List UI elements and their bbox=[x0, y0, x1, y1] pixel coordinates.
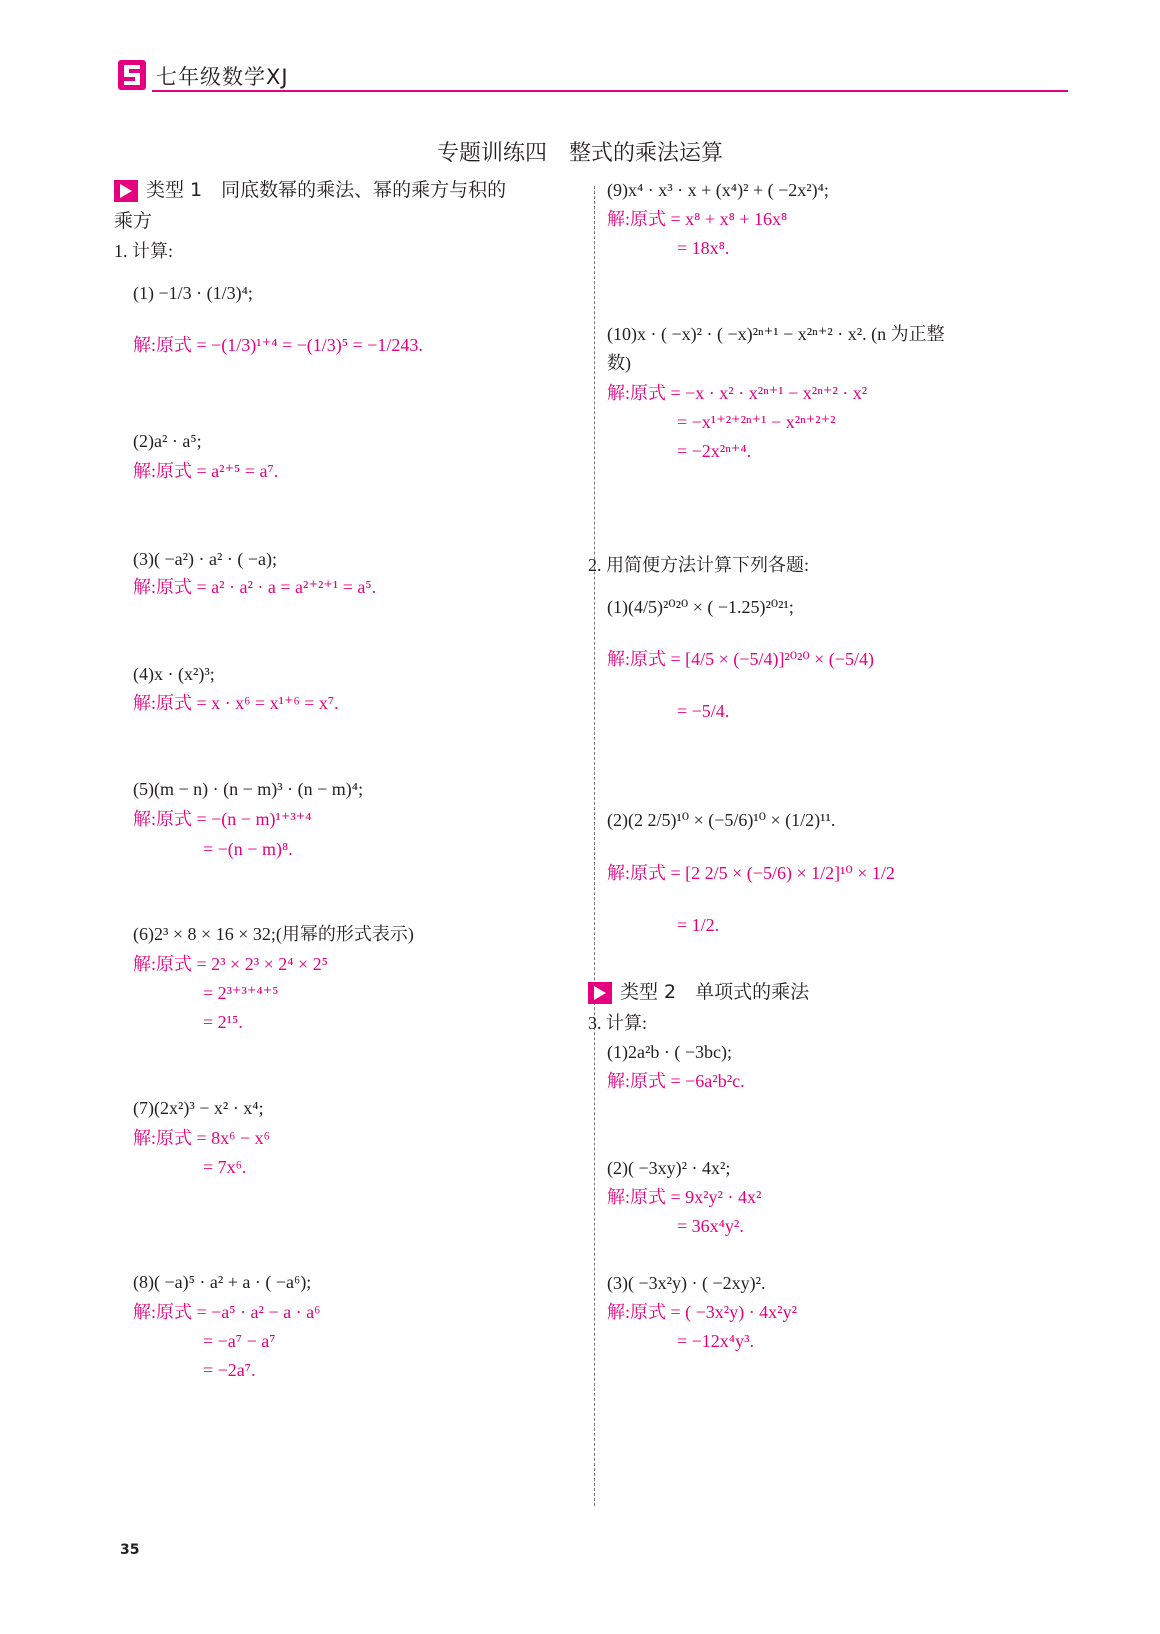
column-divider bbox=[594, 186, 595, 1506]
answer-3-2-line2: = 36x⁴y². bbox=[677, 1216, 744, 1236]
answer-1-1: 解:原式 = −(1/3)¹⁺⁴ = −(1/3)⁵ = −1/243. bbox=[133, 335, 423, 355]
problem-3-3: (3)( −3x²y) · ( −2xy)². bbox=[607, 1273, 766, 1293]
answer-1-7-line2: = 7x⁶. bbox=[203, 1157, 247, 1177]
problem-1-10-cont: 数) bbox=[607, 353, 631, 373]
problem-1-7: (7)(2x²)³ − x² · x⁴; bbox=[133, 1098, 264, 1118]
answer-2-2-line2: = 1/2. bbox=[677, 915, 720, 935]
type1-marker-icon bbox=[114, 180, 138, 202]
answer-1-10-line1: 解:原式 = −x · x² · x²ⁿ⁺¹ − x²ⁿ⁺² · x² bbox=[607, 383, 868, 403]
problem-1-2: (2)a² · a⁵; bbox=[133, 431, 202, 451]
type2-marker-icon bbox=[588, 982, 612, 1004]
question-1-label: 1. 计算: bbox=[114, 241, 174, 261]
answer-1-8-line1: 解:原式 = −a⁵ · a² − a · a⁶ bbox=[133, 1302, 321, 1322]
answer-3-1: 解:原式 = −6a²b²c. bbox=[607, 1071, 745, 1091]
answer-1-3: 解:原式 = a² · a² · a = a²⁺²⁺¹ = a⁵. bbox=[133, 577, 377, 597]
answer-1-6-line2: = 2³⁺³⁺⁴⁺⁵ bbox=[203, 983, 279, 1003]
answer-1-5-line2: = −(n − m)⁸. bbox=[203, 839, 293, 859]
problem-1-6: (6)2³ × 8 × 16 × 32;(用幂的形式表示) bbox=[133, 924, 414, 944]
problem-1-8: (8)( −a)⁵ · a² + a · ( −a⁶); bbox=[133, 1272, 312, 1292]
type2-heading: 类型 2 单项式的乘法 bbox=[620, 981, 810, 1003]
answer-1-4: 解:原式 = x · x⁶ = x¹⁺⁶ = x⁷. bbox=[133, 693, 339, 713]
problem-1-9: (9)x⁴ · x³ · x + (x⁴)² + ( −2x²)⁴; bbox=[607, 180, 829, 200]
type1-heading: 类型 1 同底数幂的乘法、幂的乘方与积的 bbox=[146, 179, 507, 201]
problem-3-1: (1)2a²b · ( −3bc); bbox=[607, 1042, 732, 1062]
answer-1-8-line3: = −2a⁷. bbox=[203, 1360, 256, 1380]
problem-1-10: (10)x · ( −x)² · ( −x)²ⁿ⁺¹ − x²ⁿ⁺² · x². (n 为正整 bbox=[607, 324, 945, 344]
answer-1-6-line1: 解:原式 = 2³ × 2³ × 2⁴ × 2⁵ bbox=[133, 954, 328, 974]
answer-1-8-line2: = −a⁷ − a⁷ bbox=[203, 1331, 276, 1351]
answer-1-7-line1: 解:原式 = 8x⁶ − x⁶ bbox=[133, 1128, 270, 1148]
problem-2-2: (2)(2 2/5)¹⁰ × (−5/6)¹⁰ × (1/2)¹¹. bbox=[607, 810, 836, 830]
answer-2-1-line1: 解:原式 = [4/5 × (−5/4)]²⁰²⁰ × (−5/4) bbox=[607, 649, 874, 669]
answer-3-3-line1: 解:原式 = ( −3x²y) · 4x²y² bbox=[607, 1302, 797, 1322]
header-rule bbox=[152, 90, 1068, 92]
answer-2-2-line1: 解:原式 = [2 2/5 × (−5/6) × 1/2]¹⁰ × 1/2 bbox=[607, 863, 895, 883]
problem-1-1: (1) −1/3 · (1/3)⁴; bbox=[133, 283, 253, 303]
book-title: 七年级数学XJ bbox=[156, 65, 289, 89]
question-3-label: 3. 计算: bbox=[588, 1013, 648, 1033]
answer-1-6-line3: = 2¹⁵. bbox=[203, 1012, 243, 1032]
problem-2-1: (1)(4/5)²⁰²⁰ × ( −1.25)²⁰²¹; bbox=[607, 597, 794, 617]
answer-3-2-line1: 解:原式 = 9x²y² · 4x² bbox=[607, 1187, 762, 1207]
problem-3-2: (2)( −3xy)² · 4x²; bbox=[607, 1158, 731, 1178]
answer-1-10-line2: = −x¹⁺²⁺²ⁿ⁺¹ − x²ⁿ⁺²⁺² bbox=[677, 412, 836, 432]
publisher-logo-icon bbox=[118, 60, 146, 90]
answer-1-10-line3: = −2x²ⁿ⁺⁴. bbox=[677, 441, 752, 461]
question-2-label: 2. 用简便方法计算下列各题: bbox=[588, 555, 809, 575]
problem-1-5: (5)(m − n) · (n − m)³ · (n − m)⁴; bbox=[133, 779, 364, 799]
answer-1-2: 解:原式 = a²⁺⁵ = a⁷. bbox=[133, 461, 279, 481]
answer-1-9-line2: = 18x⁸. bbox=[677, 238, 730, 258]
type1-heading-cont: 乘方 bbox=[114, 210, 153, 232]
answer-3-3-line2: = −12x⁴y³. bbox=[677, 1331, 754, 1351]
answer-1-9-line1: 解:原式 = x⁸ + x⁸ + 16x⁸ bbox=[607, 209, 788, 229]
page-header bbox=[118, 60, 1068, 96]
page-title: 专题训练四 整式的乘法运算 bbox=[436, 141, 723, 166]
problem-1-4: (4)x · (x²)³; bbox=[133, 664, 215, 684]
problem-1-3: (3)( −a²) · a² · ( −a); bbox=[133, 549, 278, 569]
answer-1-5-line1: 解:原式 = −(n − m)¹⁺³⁺⁴ bbox=[133, 809, 312, 829]
answer-2-1-line2: = −5/4. bbox=[677, 701, 730, 721]
page-number: 35 bbox=[120, 1542, 140, 1558]
